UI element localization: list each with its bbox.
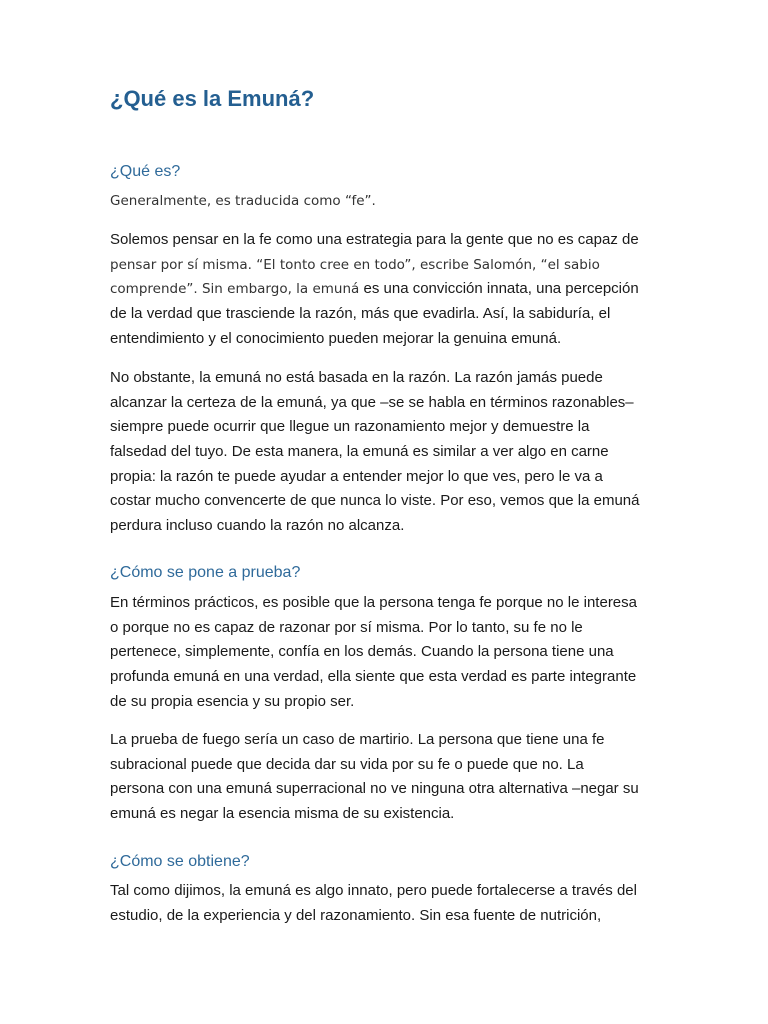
text-line: costar mucho convencerte de que nunca lo viste. Por eso, vemos que la emuná bbox=[110, 492, 640, 510]
intro-paragraph bbox=[110, 189, 665, 214]
text-line: En términos prácticos, es posible que la persona tenga fe porque no le interesa bbox=[110, 594, 637, 611]
text-line: de su propia esencia y su propio ser. bbox=[110, 692, 355, 710]
text-line-mixed bbox=[110, 277, 665, 302]
paragraph bbox=[110, 366, 665, 539]
text-line: propia: la razón te puede ayudar a entender mejor lo que ves, pero le va a bbox=[110, 467, 603, 485]
text-line: siempre puede ocurrir que llegue un razonamiento mejor y demuestre la bbox=[110, 418, 590, 436]
text-fragment: es una convicción innata, una percepción bbox=[359, 280, 639, 298]
text-line: subracional puede que decida dar su vida por su fe o puede que no. La bbox=[110, 755, 584, 773]
text-line: Solemos pensar en la fe como una estrategia para la gente que no es capaz de bbox=[110, 231, 639, 248]
text-line: entendimiento y el conocimiento pueden mejorar la genuina emuná. bbox=[110, 329, 562, 347]
text-line: o porque no es capaz de razonar por sí misma. Por lo tanto, su fe no le bbox=[110, 618, 583, 636]
text-line: persona con una emuná superracional no ve ninguna otra alternativa –negar su bbox=[110, 780, 639, 798]
text-line: falsedad del tuyo. De esta manera, la emuná es similar a ver algo en carne bbox=[110, 443, 609, 461]
text-line: pertenece, simplemente, confía en los demás. Cuando la persona tiene una bbox=[110, 643, 614, 661]
text-line: La prueba de fuego sería un caso de martirio. La persona que tiene una fe bbox=[110, 731, 605, 748]
text-line: Tal como dijimos, la emuná es algo innato, pero puede fortalecerse a través del bbox=[110, 882, 637, 899]
text-line: pensar por sí misma. “El tonto cree en todo”, escribe Salomón, “el sabio bbox=[110, 256, 600, 273]
section-heading-prueba: ¿Cómo se pone a prueba? bbox=[110, 564, 301, 581]
text-line: Generalmente, es traducida como “fe”. bbox=[110, 193, 376, 209]
text-line: estudio, de la experiencia y del razonamiento. Sin esa fuente de nutrición, bbox=[110, 906, 602, 924]
paragraph bbox=[110, 228, 665, 351]
text-line: emuná es negar la esencia misma de su existencia. bbox=[110, 805, 455, 823]
paragraph bbox=[110, 728, 665, 827]
section-heading-que-es: ¿Qué es? bbox=[110, 163, 181, 180]
page-title: ¿Qué es la Emuná? bbox=[110, 86, 315, 111]
text-fragment: comprende”. Sin embargo, la emuná bbox=[110, 281, 360, 298]
text-line: perdura incluso cuando la razón no alcanza. bbox=[110, 517, 405, 535]
text-line: profunda emuná en una verdad, ella siente que esta verdad es parte integrante bbox=[110, 668, 637, 686]
text-line: alcanzar la certeza de la emuná, ya que –se se habla en términos razonables– bbox=[110, 393, 634, 411]
section-heading-obtiene: ¿Cómo se obtiene? bbox=[110, 853, 250, 870]
text-line: No obstante, la emuná no está basada en la razón. La razón jamás puede bbox=[110, 369, 603, 386]
text-line: de la verdad que trasciende la razón, más que evadirla. Así, la sabiduría, el bbox=[110, 305, 611, 323]
paragraph bbox=[110, 879, 665, 928]
paragraph bbox=[110, 591, 665, 714]
